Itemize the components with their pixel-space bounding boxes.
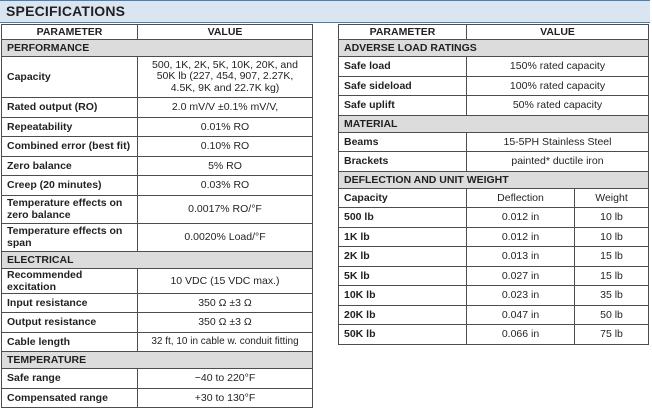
table-row <box>339 152 649 172</box>
weight-cell: 15 lb <box>575 247 649 267</box>
table-row <box>339 208 649 228</box>
weight-cell: 10 lb <box>575 227 649 247</box>
param-label: Compensated range <box>2 388 138 408</box>
header-row <box>2 25 313 40</box>
param-label: Capacity <box>2 57 138 98</box>
param-label: Cable length <box>2 332 138 352</box>
param-value: 2.0 mV/V ±0.1% mV/V, <box>138 98 313 118</box>
col-header-weight: Weight <box>575 188 649 208</box>
table-row <box>2 117 313 137</box>
table-row <box>339 325 649 345</box>
section-heading: DEFLECTION AND UNIT WEIGHT <box>339 171 649 188</box>
param-label: Safe uplift <box>339 96 467 116</box>
param-value: 10 VDC (15 VDC max.) <box>138 268 313 293</box>
table-row <box>2 176 313 196</box>
table-row <box>339 227 649 247</box>
param-value: +30 to 130°F <box>138 388 313 408</box>
param-value: painted* ductile iron <box>467 152 649 172</box>
param-label: Creep (20 minutes) <box>2 176 138 196</box>
section-temperature <box>2 352 313 369</box>
col-header-value: VALUE <box>138 25 313 40</box>
param-label: Temperature effects on zero balance <box>2 195 138 223</box>
weight-cell: 75 lb <box>575 325 649 345</box>
table-row <box>2 332 313 352</box>
param-value: 150% rated capacity <box>467 57 649 77</box>
table-row <box>2 293 313 313</box>
title-bar <box>0 0 650 23</box>
param-label: Temperature effects on span <box>2 223 138 251</box>
section-adverse-load <box>339 40 649 57</box>
deflection-cell: 0.012 in <box>467 208 575 228</box>
param-value: 5% RO <box>138 156 313 176</box>
section-heading: ELECTRICAL <box>2 251 313 268</box>
param-label: Repeatability <box>2 117 138 137</box>
capacity-cell: 5K lb <box>339 266 467 286</box>
deflection-cell: 0.023 in <box>467 286 575 306</box>
param-label: Safe sideload <box>339 76 467 96</box>
table-row <box>339 305 649 325</box>
section-heading: TEMPERATURE <box>2 352 313 369</box>
col-header-capacity: Capacity <box>339 188 467 208</box>
param-value: −40 to 220°F <box>138 369 313 389</box>
param-label: Zero balance <box>2 156 138 176</box>
col-header-deflection: Deflection <box>467 188 575 208</box>
section-electrical <box>2 251 313 268</box>
param-value: 32 ft, 10 in cable w. conduit fitting <box>138 332 313 352</box>
section-performance <box>2 40 313 57</box>
param-value: 0.0020% Load/°F <box>138 223 313 251</box>
section-heading: MATERIAL <box>339 115 649 132</box>
capacity-cell: 2K lb <box>339 247 467 267</box>
weight-cell: 35 lb <box>575 286 649 306</box>
deflection-cell: 0.027 in <box>467 266 575 286</box>
header-row <box>339 25 649 40</box>
table-row <box>339 247 649 267</box>
param-label: Input resistance <box>2 293 138 313</box>
page-title: SPECIFICATIONS <box>6 3 126 19</box>
section-deflection <box>339 171 649 188</box>
left-spec-table <box>1 24 313 408</box>
param-value: 100% rated capacity <box>467 76 649 96</box>
param-value: 50% rated capacity <box>467 96 649 116</box>
table-row <box>2 98 313 118</box>
weight-cell: 15 lb <box>575 266 649 286</box>
col-header-value: VALUE <box>467 25 649 40</box>
deflection-cell: 0.013 in <box>467 247 575 267</box>
table-row <box>339 57 649 77</box>
param-label: Safe range <box>2 369 138 389</box>
capacity-cell: 20K lb <box>339 305 467 325</box>
param-label: Rated output (RO) <box>2 98 138 118</box>
table-row <box>2 313 313 333</box>
param-value: 15-5PH Stainless Steel <box>467 132 649 152</box>
param-label: Beams <box>339 132 467 152</box>
weight-cell: 10 lb <box>575 208 649 228</box>
table-row <box>2 195 313 223</box>
table-row <box>2 268 313 293</box>
param-value: 0.01% RO <box>138 117 313 137</box>
table-row <box>339 132 649 152</box>
section-heading: ADVERSE LOAD RATINGS <box>339 40 649 57</box>
table-row <box>339 96 649 116</box>
param-label: Output resistance <box>2 313 138 333</box>
capacity-cell: 500 lb <box>339 208 467 228</box>
deflection-cell: 0.066 in <box>467 325 575 345</box>
param-label: Combined error (best fit) <box>2 137 138 157</box>
right-spec-table <box>338 24 649 345</box>
table-row <box>2 137 313 157</box>
deflection-cell: 0.047 in <box>467 305 575 325</box>
weight-cell: 50 lb <box>575 305 649 325</box>
table-row <box>2 223 313 251</box>
param-label: Brackets <box>339 152 467 172</box>
section-material <box>339 115 649 132</box>
deflection-cell: 0.012 in <box>467 227 575 247</box>
col-header-parameter: PARAMETER <box>2 25 138 40</box>
table-row <box>339 76 649 96</box>
table-row <box>2 57 313 98</box>
param-value: 0.03% RO <box>138 176 313 196</box>
param-label: Safe load <box>339 57 467 77</box>
section-heading: PERFORMANCE <box>2 40 313 57</box>
table-row <box>339 266 649 286</box>
param-value: 0.10% RO <box>138 137 313 157</box>
table-row <box>2 388 313 408</box>
table-row <box>2 156 313 176</box>
param-value: 500, 1K, 2K, 5K, 10K, 20K, and 50K lb (227, 454, 907, 2.27K, 4.5K, 9K and 22.7K kg) <box>138 57 313 98</box>
capacity-cell: 50K lb <box>339 325 467 345</box>
deflection-header-row <box>339 188 649 208</box>
param-value: 350 Ω ±3 Ω <box>138 293 313 313</box>
param-label: Recommended excitation <box>2 268 138 293</box>
table-row <box>2 369 313 389</box>
table-row <box>339 286 649 306</box>
param-value: 350 Ω ±3 Ω <box>138 313 313 333</box>
capacity-cell: 10K lb <box>339 286 467 306</box>
col-header-parameter: PARAMETER <box>339 25 467 40</box>
capacity-cell: 1K lb <box>339 227 467 247</box>
param-value: 0.0017% RO/°F <box>138 195 313 223</box>
